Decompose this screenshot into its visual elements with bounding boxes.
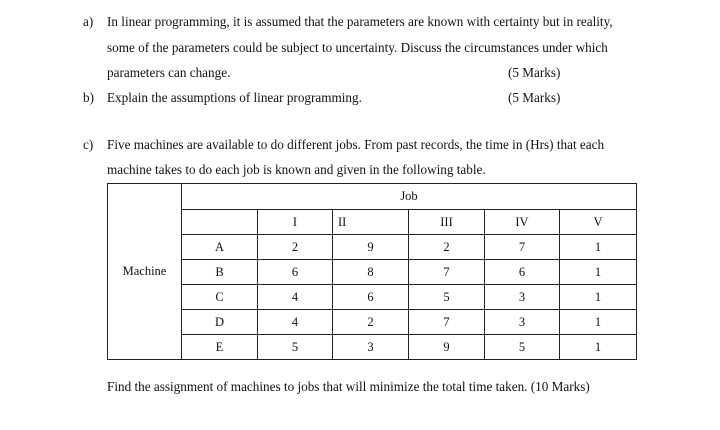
- table-cell: 6: [333, 285, 409, 310]
- table-cell: 3: [333, 335, 409, 360]
- machine-label: C: [182, 285, 258, 310]
- part-a-line-2: some of the parameters could be subject to uncertainty. Discuss the circumstances under which: [107, 40, 608, 55]
- part-c-question: Find the assignment of machines to jobs that will minimize the total time taken. (10 Marks): [107, 379, 590, 394]
- table-cell: 7: [485, 235, 560, 260]
- machine-label: B: [182, 260, 258, 285]
- table-cell: 1: [560, 310, 637, 335]
- column-header: III: [409, 210, 485, 235]
- machine-label: D: [182, 310, 258, 335]
- column-header: V: [560, 210, 637, 235]
- corner-cell: [182, 210, 258, 235]
- table-cell: 1: [560, 235, 637, 260]
- table-cell: 3: [485, 310, 560, 335]
- table-cell: 8: [333, 260, 409, 285]
- column-header: IV: [485, 210, 560, 235]
- machine-header-cell: Machine: [108, 184, 182, 360]
- table-row: [108, 285, 637, 310]
- table-cell: 9: [333, 235, 409, 260]
- table-cell: 1: [560, 285, 637, 310]
- table-cell: 4: [258, 285, 333, 310]
- column-header-row: [108, 210, 637, 235]
- job-header-cell: Job: [182, 184, 637, 210]
- table-cell: 4: [258, 310, 333, 335]
- part-a-line-1: In linear programming, it is assumed that the parameters are known with certainty but in reality,: [107, 14, 613, 29]
- table-cell: 5: [409, 285, 485, 310]
- table-row: [108, 260, 637, 285]
- column-header: II: [333, 210, 409, 235]
- part-c-label: c): [83, 137, 94, 152]
- part-c-line-1: Five machines are available to do different jobs. From past records, the time in (Hrs) that each: [107, 137, 605, 152]
- table-cell: 2: [409, 235, 485, 260]
- table-cell: 3: [485, 285, 560, 310]
- job-header-row: [108, 184, 637, 210]
- table-row: [108, 310, 637, 335]
- part-c-line-2: machine takes to do each job is known and given in the following table.: [107, 162, 486, 177]
- table-row: [108, 335, 637, 360]
- machine-label: E: [182, 335, 258, 360]
- table-cell: 6: [258, 260, 333, 285]
- table-row: [108, 235, 637, 260]
- table-cell: 5: [258, 335, 333, 360]
- machine-label: A: [182, 235, 258, 260]
- part-a-marks: (5 Marks): [508, 65, 561, 80]
- table-cell: 1: [560, 260, 637, 285]
- table-cell: 1: [560, 335, 637, 360]
- column-header: I: [258, 210, 333, 235]
- part-a-line-3: parameters can change.: [107, 65, 231, 80]
- table-cell: 6: [485, 260, 560, 285]
- table-cell: 5: [485, 335, 560, 360]
- part-a-label: a): [83, 14, 94, 29]
- table-cell: 7: [409, 310, 485, 335]
- table-cell: 7: [409, 260, 485, 285]
- part-b-marks: (5 Marks): [508, 90, 561, 105]
- table-cell: 2: [258, 235, 333, 260]
- table-cell: 9: [409, 335, 485, 360]
- table-cell: 2: [333, 310, 409, 335]
- part-b-text: Explain the assumptions of linear programming.: [107, 90, 362, 105]
- assignment-table: [107, 183, 637, 360]
- part-b-label: b): [83, 90, 94, 105]
